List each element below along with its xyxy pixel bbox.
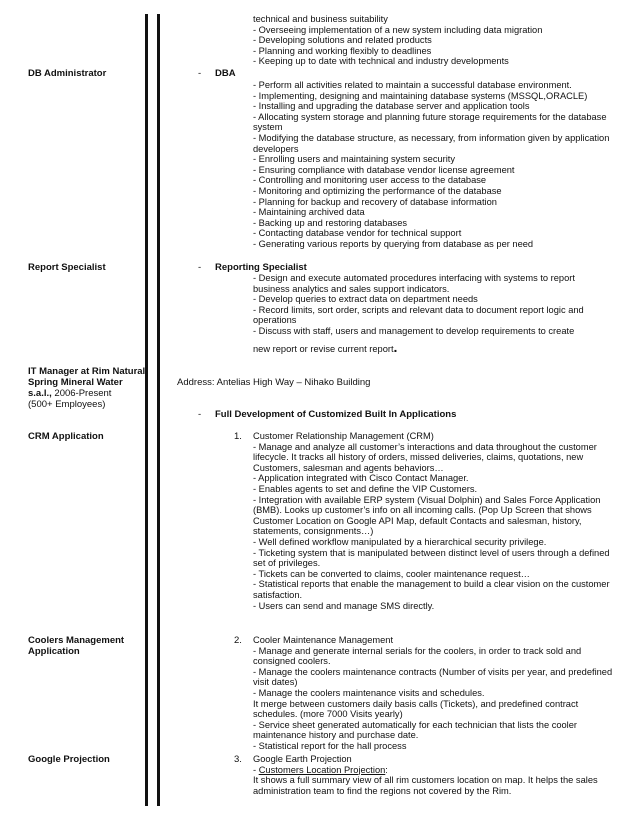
- list-item: - Developing solutions and related products: [253, 35, 432, 46]
- vertical-rule-left: [145, 14, 148, 806]
- list-item: - Statistical reports that enable the management to build a clear vision on the customer satisfaction.: [253, 579, 610, 600]
- section-label-report-specialist: Report Specialist: [28, 262, 106, 273]
- list-item: - Keeping up to date with technical and industry developments: [253, 56, 509, 67]
- list-item: - Planning and working flexibly to deadlines: [253, 45, 432, 56]
- crm-details: [253, 431, 613, 611]
- list-item: - Controlling and monitoring user access to the database: [253, 175, 487, 186]
- list-item: - Contacting database vendor for technical support: [253, 228, 462, 239]
- list-item: new report or revise current report: [253, 344, 394, 354]
- customers-location-projection-link: Customers Location Projection: [258, 764, 386, 775]
- list-item: - Perform all activities related to maintain a successful database environment.: [253, 80, 572, 90]
- list-number: 1.: [234, 431, 242, 442]
- section-heading-reporting-specialist: Reporting Specialist: [215, 262, 307, 273]
- list-number: 2.: [234, 635, 242, 646]
- list-item: - Planning for backup and recovery of database information: [253, 196, 497, 207]
- item-title: Customer Relationship Management (CRM): [253, 431, 434, 441]
- list-item: - Manage the coolers maintenance visits and schedules.: [253, 687, 485, 698]
- section-label-db-administrator: DB Administrator: [28, 68, 107, 79]
- section-label-coolers-management: Coolers Management Application: [28, 635, 125, 657]
- section-label-crm: CRM Application: [28, 431, 104, 442]
- list-item: - Users can send and manage SMS directly.: [253, 600, 435, 611]
- list-item: - Allocating system storage and planning future storage requirements for the database system: [253, 111, 607, 133]
- item-title: Google Earth Projection: [253, 754, 352, 764]
- period: .: [393, 339, 398, 355]
- list-item: - Service sheet generated automatically for each technician that lists the cooler maintenance history and purchase date.: [253, 719, 578, 741]
- dash: -: [253, 764, 259, 775]
- list-item: - Generating various reports by querying from database as per need: [253, 238, 534, 249]
- report-duties: [253, 273, 613, 337]
- report-last-line: [253, 339, 613, 355]
- list-item: - Discuss with staff, users and management to develop requirements to create: [253, 325, 575, 336]
- list-item: - Design and execute automated procedures interfacing with systems to report business analytics and sales support indicators.: [253, 273, 575, 294]
- list-item: - Ensuring compliance with database vendor license agreement: [253, 164, 515, 175]
- list-item: - Record limits, sort order, scripts and relevant data to document report logic and operations: [253, 304, 584, 326]
- list-item: technical and business suitability: [253, 14, 388, 24]
- job-title-it-manager: [28, 366, 148, 410]
- section-heading-dba: DBA: [215, 68, 236, 79]
- list-item: - Manage and generate internal serials for the coolers, in order to track sold and consigned coolers.: [253, 645, 582, 667]
- employee-count: (500+ Employees): [28, 399, 106, 410]
- list-item: - Maintaining archived data: [253, 207, 365, 218]
- list-item: - Modifying the database structure, as necessary, from information given by application developers: [253, 132, 610, 154]
- list-number: 3.: [234, 754, 242, 765]
- list-item: It merge between customers daily basis calls (Tickets), and predefined contract schedules. (more 7000 Visits yearly): [253, 698, 579, 720]
- list-item: - Ticketing system that is manipulated between distinct level of users through a defined set of privileges.: [253, 547, 610, 569]
- bullet-dash: -: [198, 409, 202, 420]
- coolers-details: [253, 635, 613, 752]
- bullet-dash: -: [198, 68, 202, 79]
- list-item: It shows a full summary view of all rim customers location on map. It helps the sales administration team to find the regions not covered by the Rim.: [253, 775, 598, 796]
- list-item: - Enables agents to set and define the VIP Customers.: [253, 483, 478, 494]
- list-item: - Well defined workflow manipulated by a hierarchical security privilege.: [253, 536, 547, 547]
- list-item: - Manage the coolers maintenance contracts (Number of visits per year, and predefined visit dates): [253, 666, 613, 688]
- list-item: - Implementing, designing and maintaining database systems (MSSQL,ORACLE): [253, 90, 588, 101]
- section-heading-full-development: Full Development of Customized Built In Applications: [215, 409, 457, 420]
- section-label-google-projection: Google Projection: [28, 754, 110, 765]
- list-item: - Statistical report for the hall process: [253, 740, 407, 751]
- sub-heading: [253, 765, 613, 776]
- list-item: - Installing and upgrading the database server and application tools: [253, 101, 530, 112]
- company-address: Address: Antelias High Way – Nihako Building: [177, 377, 371, 388]
- list-item: - Monitoring and optimizing the performance of the database: [253, 185, 502, 196]
- vertical-rule-right: [157, 14, 160, 806]
- list-item: - Backing up and restoring databases: [253, 217, 408, 228]
- job-title-bold: IT Manager at Rim Natural Spring Mineral Water s.a.l.,: [28, 366, 146, 399]
- list-item: - Integration with available ERP system (Visual Dolphin) and Sales Force Application (BMB). Looks up customer’s info on all incoming calls. (Pop Up Screen that shows Customer Location on Google API Map, default Contacts and salesman, history, statements, consignments…): [253, 494, 601, 537]
- list-item: - Tickets can be converted to claims, cooler maintenance request…: [253, 568, 530, 579]
- job-dates: 2006-Present: [51, 388, 112, 399]
- google-details: [253, 754, 613, 796]
- dba-duties: [253, 80, 613, 250]
- colon: :: [385, 764, 388, 775]
- list-item: - Develop queries to extract data on department needs: [253, 294, 478, 305]
- list-item: - Manage and analyze all customer’s interactions and data throughout the customer lifecycle. It tracks all history of orders, missed deliveries, claims, quotations, new Customers, salesman and agents behaviors…: [253, 441, 597, 473]
- list-item: - Application integrated with Cisco Contact Manager.: [253, 473, 469, 484]
- top-continuation: [253, 14, 613, 67]
- bullet-dash: -: [198, 262, 202, 273]
- list-item: - Overseeing implementation of a new system including data migration: [253, 24, 543, 35]
- item-title: Cooler Maintenance Management: [253, 635, 394, 645]
- list-item: - Enrolling users and maintaining system security: [253, 154, 456, 165]
